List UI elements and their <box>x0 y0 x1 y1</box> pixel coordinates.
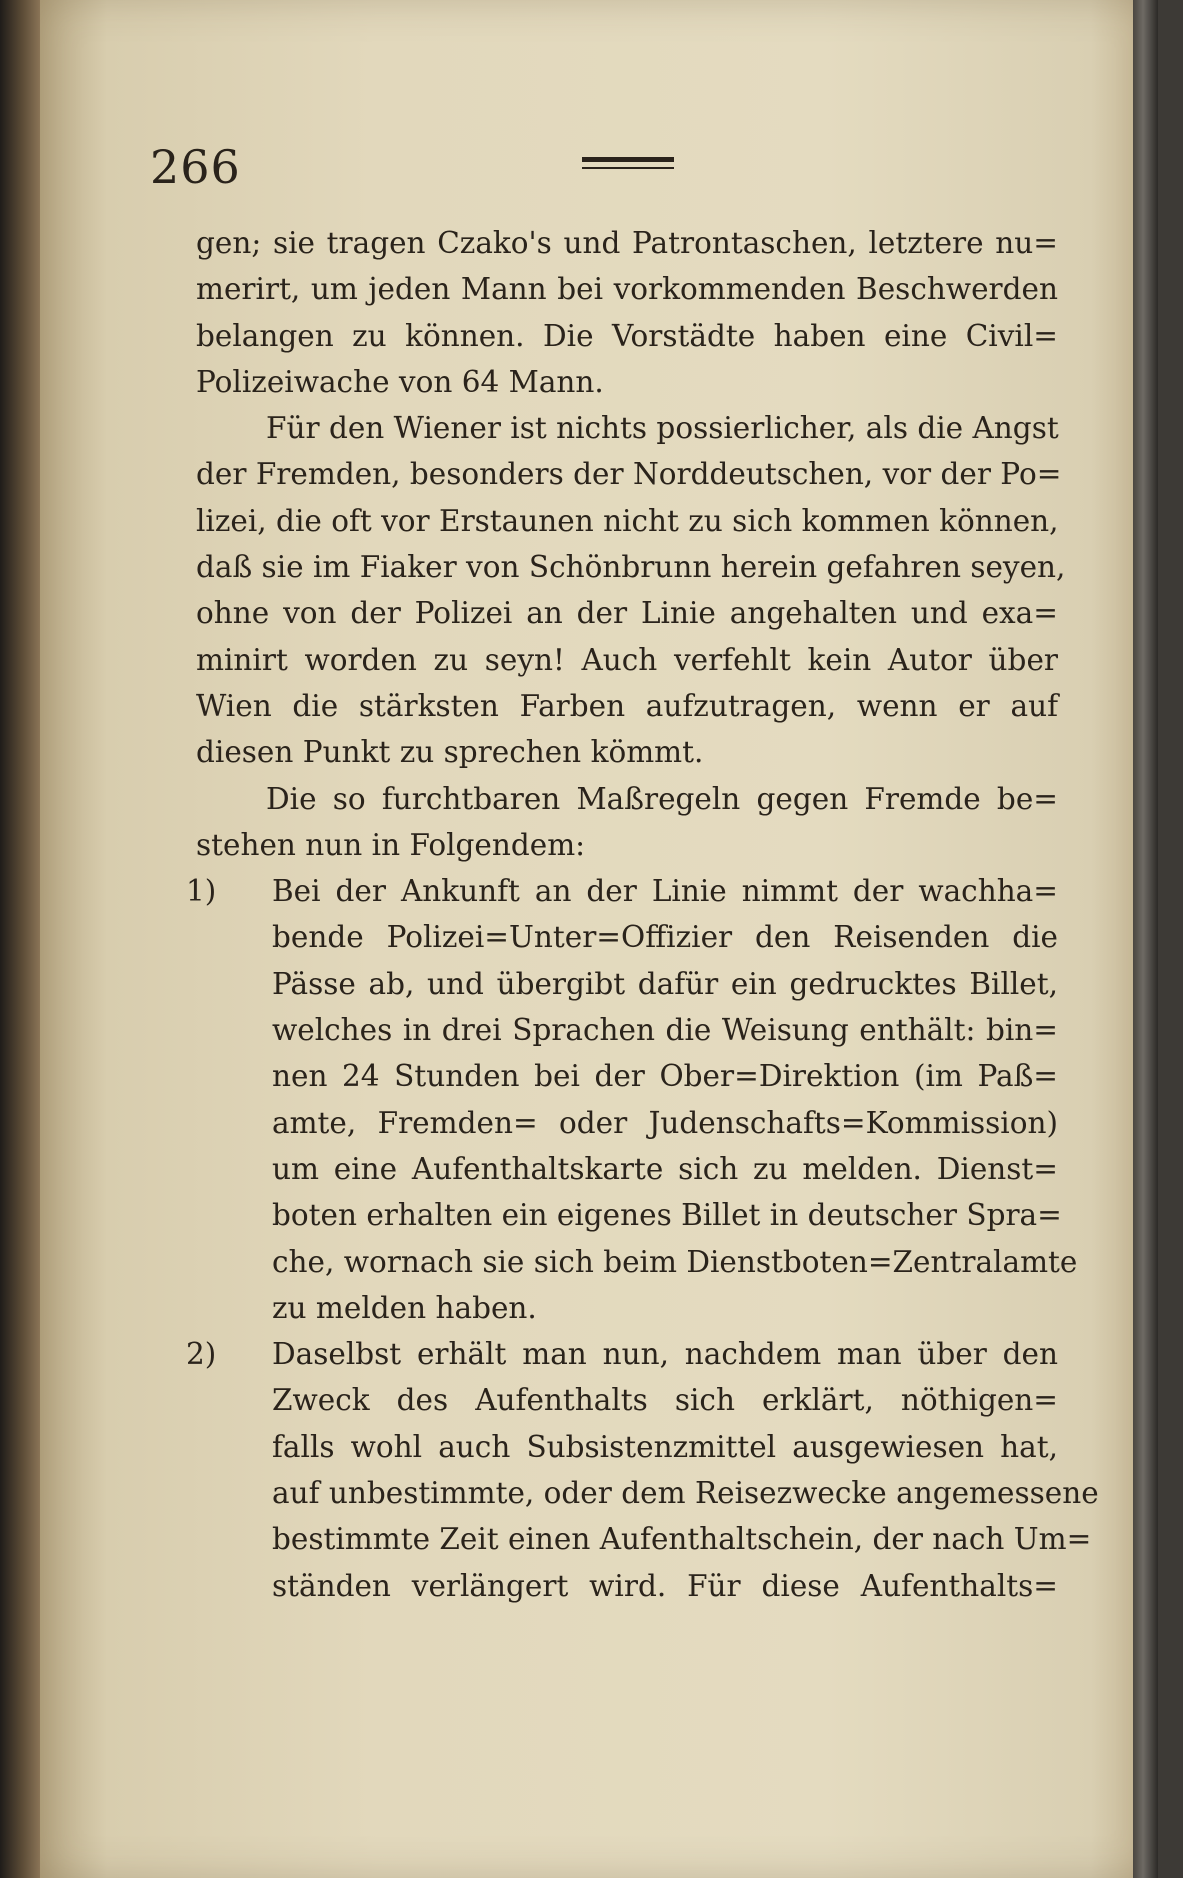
text-line: falls wohl auch Subsistenzmittel ausgewiesen hat, <box>272 1429 1058 1464</box>
text-line: ständen verlängert wird. Für diese Aufenthalts= <box>272 1568 1058 1603</box>
list-item-number: 1) <box>186 874 217 909</box>
list-item-2 <box>186 1331 1099 1609</box>
text-line: welches in drei Sprachen die Weisung enthält: bin= <box>272 1013 1058 1048</box>
text-line: bestimmte Zeit einen Aufenthaltschein, der nach Um= <box>272 1522 1092 1557</box>
text-line: zu melden haben. <box>272 1290 537 1325</box>
text-line: belangen zu können. Die Vorstädte haben eine Civil= <box>196 318 1058 353</box>
text-line: Pässe ab, und übergibt dafür ein gedrucktes Billet, <box>272 966 1058 1001</box>
text-line: auf unbestimmte, oder dem Reisezwecke angemessene <box>272 1476 1099 1511</box>
text-line: Für den Wiener ist nichts possierlicher, als die Angst <box>266 411 1059 446</box>
header-rule-ornament <box>582 157 674 169</box>
text-line: daß sie im Fiaker von Schönbrunn herein gefahren seyen, <box>196 550 1066 585</box>
text-line: Bei der Ankunft an der Linie nimmt der wachha= <box>272 874 1058 909</box>
text-line: bende Polizei=Unter=Offizier den Reisenden die <box>272 920 1058 955</box>
text-line: nen 24 Stunden bei der Ober=Direktion (im Paß= <box>272 1059 1058 1094</box>
text-line: amte, Fremden= oder Judenschafts=Kommission) <box>272 1105 1058 1140</box>
paragraph-3 <box>196 776 1058 869</box>
list-item-number: 2) <box>186 1337 217 1372</box>
text-line: Polizeiwache von 64 Mann. <box>196 364 604 399</box>
text-line: merirt, um jeden Mann bei vorkommenden Beschwerden <box>196 272 1058 307</box>
text-line: stehen nun in Folgendem: <box>196 827 586 862</box>
text-line: lizei, die oft vor Erstaunen nicht zu sich kommen können, <box>196 503 1059 538</box>
text-line: che, wornach sie sich beim Dienstboten=Zentralamte <box>272 1244 1078 1279</box>
page-text <box>186 220 1099 1609</box>
text-line: Wien die stärksten Farben aufzutragen, wenn er auf <box>196 688 1058 723</box>
paragraph-1 <box>196 220 1058 405</box>
page-number: 266 <box>150 140 241 194</box>
list-item-1 <box>186 868 1078 1331</box>
book-binding <box>0 0 40 1878</box>
text-line: diesen Punkt zu sprechen kömmt. <box>196 735 704 770</box>
text-line: um eine Aufenthaltskarte sich zu melden. Dienst= <box>272 1151 1058 1186</box>
text-line: minirt worden zu seyn! Auch verfehlt kein Autor über <box>196 642 1058 677</box>
paragraph-2 <box>196 405 1066 775</box>
text-line: ohne von der Polizei an der Linie angehalten und exa= <box>196 596 1058 631</box>
page-edge <box>1133 0 1158 1878</box>
text-line: boten erhalten ein eigenes Billet in deutscher Spra= <box>272 1198 1062 1233</box>
page-header <box>150 140 1070 194</box>
text-line: Zweck des Aufenthalts sich erklärt, nöthigen= <box>272 1383 1058 1418</box>
text-line: Die so furchtbaren Maßregeln gegen Fremde be= <box>266 781 1058 816</box>
text-line: der Fremden, besonders der Norddeutschen, vor der Po= <box>196 457 1062 492</box>
text-line: Daselbst erhält man nun, nachdem man über den <box>272 1337 1058 1372</box>
text-line: gen; sie tragen Czako's und Patrontaschen, letztere nu= <box>196 226 1058 260</box>
